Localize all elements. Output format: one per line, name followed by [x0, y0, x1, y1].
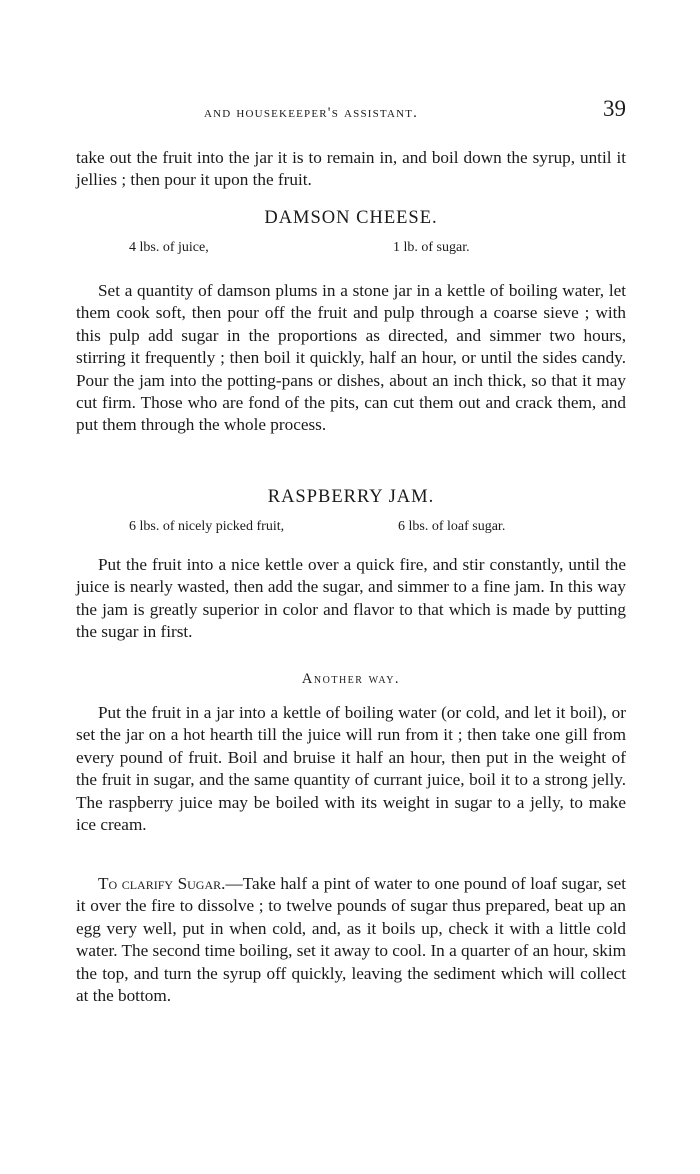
- raspberry-ingredient-sugar: 6 lbs. of loaf sugar.: [398, 519, 506, 534]
- raspberry-jam-paragraph: Put the fruit into a nice kettle over a quick fire, and stir constantly, until the juice is nearly wasted, then add the sugar, and simmer to a fine jam. In this way the jam is greatly superior in color and flavor to that which is made by putting the sugar in first.: [76, 555, 626, 642]
- clarify-sugar-paragraph: [76, 873, 626, 1007]
- clarify-sugar-body: —Take half a pint of water to one pound of loaf sugar, set it over the fire to dissolve ; to twelve pounds of sugar thus prepared, beat up an egg very well, put in when cold, and, as it boils up, check it with a little cold water. The second time boiling, set it away to cool. In a quarter of an hour, skim the top, and turn the syrup off quickly, leaving the sediment which will collect at the bottom.: [76, 874, 626, 1006]
- page-number: 39: [603, 96, 626, 121]
- running-head: and housekeeper's assistant.: [204, 105, 419, 121]
- damson-ingredients: [76, 240, 626, 262]
- raspberry-ingredients: [76, 519, 626, 541]
- clarify-sugar-lead: To clarify Sugar.: [98, 874, 226, 893]
- another-way-paragraph: Put the fruit in a jar into a kettle of boiling water (or cold, and let it boil), or set the jar on a hot hearth till the juice will run from it ; then take one gill from every pound of fruit. Boil and bruise it half an hour, then put in the weight of the fruit in sugar, and the same quantity of currant juice, boil it to a strong jelly. The raspberry juice may be boiled with its weight in sugar to a jelly, to make ice cream.: [76, 703, 626, 835]
- damson-ingredient-juice: 4 lbs. of juice,: [129, 240, 209, 255]
- raspberry-jam-heading: RASPBERRY JAM.: [267, 487, 435, 507]
- damson-cheese-paragraph: Set a quantity of damson plums in a stone jar in a kettle of boiling water, let them cook soft, then pour off the fruit and pulp through a coarse sieve ; with this pulp add sugar in the proportions as directed, and simmer two hours, stirring it frequently ; then boil it quickly, half an hour, or until the sides candy. Pour the jam into the potting-pans or dishes, about an inch thick, so that it may cut firm. Those who are fond of the pits, can cut them out and crack them, and put them through the whole process.: [76, 281, 626, 435]
- intro-paragraph: take out the fruit into the jar it is to remain in, and boil down the syrup, until it jellies ; then pour it upon the fruit.: [76, 148, 626, 190]
- raspberry-ingredient-fruit: 6 lbs. of nicely picked fruit,: [129, 519, 285, 534]
- another-way-heading: Another way.: [301, 671, 401, 687]
- damson-cheese-heading: DAMSON CHEESE.: [264, 208, 438, 228]
- page-header: [76, 96, 626, 126]
- damson-ingredient-sugar: 1 lb. of sugar.: [393, 240, 470, 255]
